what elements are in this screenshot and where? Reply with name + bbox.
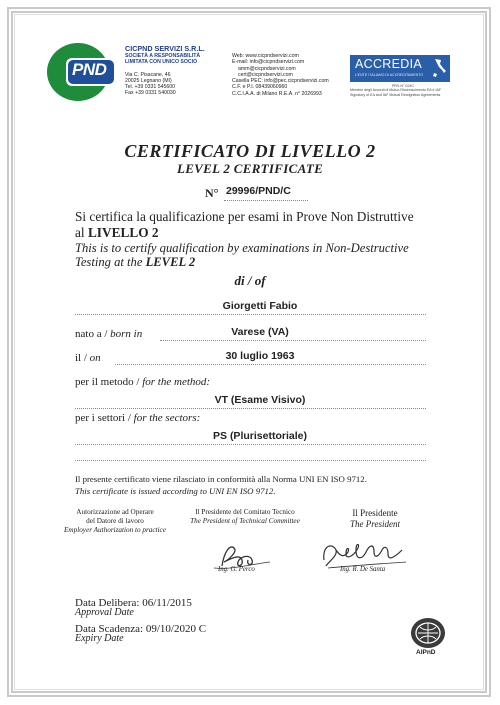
accredia-code3: Signatory of EA and IAF Mutual Recognition Agreements — [350, 92, 441, 97]
signature-perco-name: Ing. G. Perco — [218, 566, 255, 573]
method-value: VT (Esame Visivo) — [214, 394, 306, 406]
method-label — [75, 376, 210, 388]
born-label-it: nato a / — [75, 328, 108, 340]
statement-en-prefix: Testing at the — [75, 255, 143, 269]
italy-map-icon — [432, 58, 447, 79]
signature-col-technical — [180, 508, 310, 526]
number-dotline — [224, 200, 308, 201]
sectors-value: PS (Plurisettoriale) — [213, 430, 307, 442]
contact-email: E-mail: info@cicpndservizi.com — [232, 59, 305, 66]
company-address1: Via C. Pisacane, 46 — [125, 71, 171, 78]
expiry-label: Data Scadenza: — [75, 623, 144, 635]
born-label-en: born in — [110, 328, 143, 340]
born-value: Varese (VA) — [231, 326, 289, 338]
accredia-code2: Membro degli Accordi di Mutuo Riconoscimento EA e IAF — [350, 88, 442, 93]
accredia-logo — [350, 55, 450, 82]
company-line2: LIMITATA CON UNICO SOCIO — [125, 59, 198, 66]
signature-de-santa-name: Ing. R. De Santa — [340, 566, 386, 573]
on-label — [75, 352, 101, 364]
contact-amm: amm@cicpndservizi.com — [238, 65, 296, 72]
employer-line2: del Datore di lavoro — [86, 516, 144, 525]
holder-name-dotline — [75, 314, 426, 315]
on-label-en: on — [89, 352, 101, 364]
method-dotline — [75, 408, 426, 409]
expiry-en: Expiry Date — [75, 633, 124, 644]
born-label — [75, 328, 142, 340]
contact-web: Web: www.cicpndservizi.com — [232, 53, 299, 59]
company-line1: SOCIETÀ A RESPONSABILITÀ — [125, 53, 201, 59]
number-label: N° — [205, 186, 219, 200]
statement-en-line1: This is to certify qualification by examinations in Non-Destructive — [75, 241, 409, 255]
certificate-subtitle: LEVEL 2 CERTIFICATE — [176, 161, 324, 176]
statement-it-line2 — [75, 225, 159, 241]
company-fax: Fax +39 0331 540030 — [125, 90, 176, 97]
on-dotline — [115, 364, 426, 365]
statement-it-line1: Si certifica la qualificazione per esami in Prove Non Distruttive — [75, 209, 414, 224]
sectors-dotline — [75, 444, 426, 445]
sectors-label-en: for the sectors: — [133, 412, 201, 424]
contact-info — [232, 53, 342, 97]
aipnd-logo-icon — [410, 617, 446, 649]
aipnd-label: AIPnD — [416, 649, 436, 656]
expiry-value: 09/10/2020 C — [145, 623, 207, 635]
accredia-sub: L'ENTE ITALIANO DI ACCREDITAMENTO — [355, 73, 424, 77]
company-name: CICPND SERVIZI S.R.L. — [125, 44, 205, 53]
on-label-it: il / — [75, 352, 87, 364]
on-value: 30 luglio 1963 — [225, 350, 295, 362]
certificate-number: 29996/PND/C — [226, 185, 291, 197]
born-dotline — [160, 340, 426, 341]
technical-line2: The President of Technical Committee — [190, 516, 300, 525]
pnd-logo — [44, 41, 116, 103]
contact-cciaa: C.C.I.A.A. di Milano R.E.A. n° 2026993 — [232, 90, 322, 97]
norm-it: Il presente certificato viene rilasciato in conformità alla Norma UNI EN ISO 9712. — [75, 474, 367, 484]
approval-en: Approval Date — [75, 607, 134, 618]
employer-line1: Autorizzazione ad Operare — [76, 508, 154, 516]
signature-col-employer — [60, 508, 170, 534]
certificate-title: CERTIFICATO DI LIVELLO 2 — [124, 141, 376, 161]
statement-it-level: LIVELLO 2 — [87, 225, 159, 240]
approval-label: Data Delibera: — [75, 597, 140, 609]
accredia-code1: PRS N° 024C — [392, 84, 415, 88]
pnd-logo-text: PND — [72, 60, 107, 79]
technical-line1: Il Presidente del Comitato Tecnico — [195, 508, 295, 516]
sectors-label — [75, 412, 200, 424]
president-line2: The President — [350, 519, 400, 529]
contact-cert: cert@cicpndservizi.com — [238, 71, 293, 78]
statement-en-line2 — [75, 255, 195, 270]
signature-col-president — [320, 508, 430, 530]
statement-en-level: LEVEL 2 — [145, 255, 196, 269]
holder-name: Giorgetti Fabio — [222, 300, 298, 312]
company-tel: Tel. +39 0331 545600 — [125, 84, 176, 91]
employer-line3: Employer Authorization to practice — [64, 525, 166, 534]
contact-cf: C.F. e P.I. 08439060960 — [232, 84, 288, 91]
norm-en: This certificate is issued according to UNI EN ISO 9712. — [75, 486, 276, 496]
accredia-name: ACCREDIA — [355, 57, 422, 71]
statement-it-prefix: al — [75, 225, 85, 240]
company-info — [125, 44, 235, 97]
method-label-en: for the method: — [142, 376, 211, 388]
sectors-label-it: per i settori / — [75, 412, 131, 424]
method-label-it: per il metodo / — [75, 376, 140, 388]
accredia-codes — [350, 84, 458, 97]
approval-value: 06/11/2015 — [142, 597, 192, 609]
sectors-dotline-2 — [75, 460, 426, 461]
company-address2: 20025 Legnano (MI) — [125, 77, 172, 84]
president-line1: Il Presidente — [352, 508, 398, 518]
of-label: di / of — [234, 273, 266, 288]
contact-pec: Casella PEC: info@pec.cicpndservizi.com — [232, 78, 329, 85]
